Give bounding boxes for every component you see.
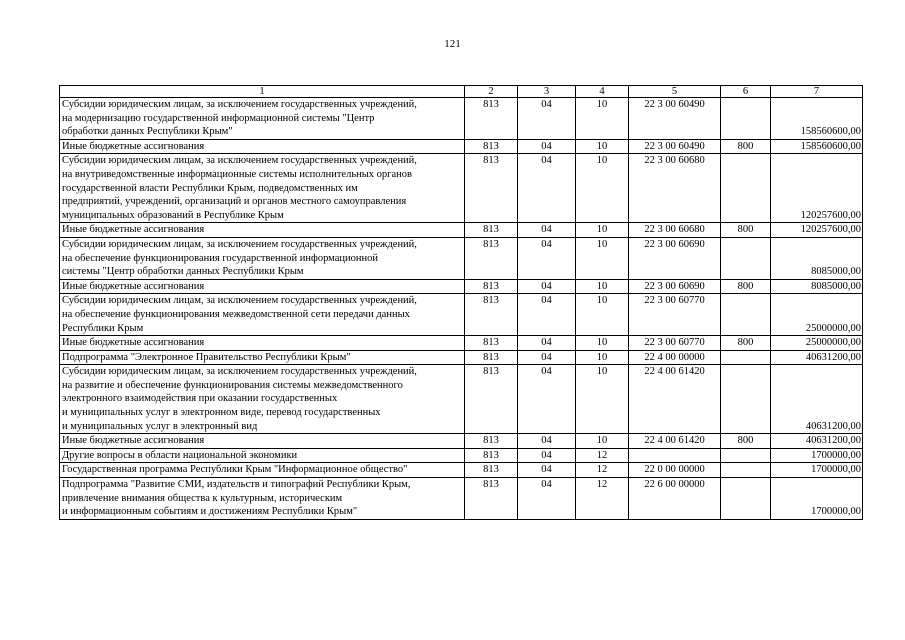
subsection-cell: 10 xyxy=(576,223,629,238)
expense-type-cell xyxy=(721,237,771,279)
expense-type-cell: 800 xyxy=(721,279,771,294)
description-line: на внутриведомственные информационные системы исполнительных органов xyxy=(62,168,412,180)
admin-code-cell: 813 xyxy=(465,350,518,365)
description-line: электронного взаимодействия при оказании государственных xyxy=(62,393,338,405)
row-description xyxy=(60,154,465,223)
description-line: Подпрограмма "Развитие СМИ, издательств и типографий Республики Крым, xyxy=(62,479,411,491)
subsection-cell: 12 xyxy=(576,463,629,478)
admin-code-cell: 813 xyxy=(465,294,518,336)
description-line: муниципальных образований в Республике Крым xyxy=(62,209,284,221)
subsection-cell: 10 xyxy=(576,98,629,140)
amount-cell: 1700000,00 xyxy=(771,478,863,520)
description-line: привлечение внимания общества к культурным, историческим xyxy=(62,492,343,504)
target-article-cell: 22 4 00 61420 xyxy=(629,365,721,434)
expense-type-cell: 800 xyxy=(721,139,771,154)
section-cell: 04 xyxy=(518,223,576,238)
expense-type-cell xyxy=(721,365,771,434)
target-article-cell: 22 3 00 60680 xyxy=(629,223,721,238)
header-cell-6: 6 xyxy=(721,86,771,98)
subsection-cell: 10 xyxy=(576,336,629,351)
admin-code-cell: 813 xyxy=(465,237,518,279)
target-article-cell: 22 3 00 60690 xyxy=(629,279,721,294)
target-article-cell: 22 4 00 00000 xyxy=(629,350,721,365)
amount-cell: 25000000,00 xyxy=(771,336,863,351)
amount-cell: 25000000,00 xyxy=(771,294,863,336)
subsection-cell: 10 xyxy=(576,365,629,434)
table-row xyxy=(60,448,863,463)
admin-code-cell: 813 xyxy=(465,463,518,478)
target-article-cell: 22 3 00 60770 xyxy=(629,336,721,351)
table-row xyxy=(60,294,863,336)
row-description xyxy=(60,294,465,336)
table-row xyxy=(60,463,863,478)
row-description xyxy=(60,139,465,154)
amount-cell: 120257600,00 xyxy=(771,154,863,223)
expense-type-cell: 800 xyxy=(721,223,771,238)
amount-cell: 40631200,00 xyxy=(771,434,863,449)
header-cell-3: 3 xyxy=(518,86,576,98)
expense-type-cell xyxy=(721,154,771,223)
section-cell: 04 xyxy=(518,365,576,434)
description-line: системы "Центр обработки данных Республики Крым xyxy=(62,266,304,278)
description-line: на обеспечение функционирования межведомственной сети передачи данных xyxy=(62,308,410,320)
description-line: Субсидии юридическим лицам, за исключением государственных учреждений, xyxy=(62,366,417,378)
expense-type-cell xyxy=(721,478,771,520)
amount-cell: 1700000,00 xyxy=(771,463,863,478)
description-line: Иные бюджетные ассигнования xyxy=(62,140,205,152)
section-cell: 04 xyxy=(518,463,576,478)
page-number: 121 xyxy=(444,38,461,50)
description-line: государственной власти Республики Крым, подведомственных им xyxy=(62,182,358,194)
table-row xyxy=(60,279,863,294)
expense-type-cell xyxy=(721,463,771,478)
admin-code-cell: 813 xyxy=(465,139,518,154)
description-line: и муниципальных услуг в электронном виде, перевод государственных xyxy=(62,407,381,419)
header-cell-1: 1 xyxy=(60,86,465,98)
target-article-cell: 22 6 00 00000 xyxy=(629,478,721,520)
description-line: Государственная программа Республики Крым "Информационное общество" xyxy=(62,464,408,476)
description-line: Иные бюджетные ассигнования xyxy=(62,337,205,349)
amount-cell: 40631200,00 xyxy=(771,365,863,434)
target-article-cell: 22 3 00 60490 xyxy=(629,139,721,154)
subsection-cell: 10 xyxy=(576,154,629,223)
section-cell: 04 xyxy=(518,294,576,336)
header-cell-2: 2 xyxy=(465,86,518,98)
section-cell: 04 xyxy=(518,139,576,154)
expense-type-cell xyxy=(721,448,771,463)
expense-type-cell xyxy=(721,294,771,336)
expense-type-cell: 800 xyxy=(721,434,771,449)
description-line: Субсидии юридическим лицам, за исключением государственных учреждений, xyxy=(62,155,417,167)
amount-cell: 120257600,00 xyxy=(771,223,863,238)
target-article-cell: 22 4 00 61420 xyxy=(629,434,721,449)
subsection-cell: 10 xyxy=(576,434,629,449)
section-cell: 04 xyxy=(518,448,576,463)
admin-code-cell: 813 xyxy=(465,434,518,449)
description-line: Субсидии юридическим лицам, за исключением государственных учреждений, xyxy=(62,238,417,250)
row-description xyxy=(60,463,465,478)
table-row xyxy=(60,237,863,279)
section-cell: 04 xyxy=(518,336,576,351)
admin-code-cell: 813 xyxy=(465,154,518,223)
description-line: обработки данных Республики Крым" xyxy=(62,126,233,138)
admin-code-cell: 813 xyxy=(465,478,518,520)
header-cell-7: 7 xyxy=(771,86,863,98)
admin-code-cell: 813 xyxy=(465,336,518,351)
row-description xyxy=(60,223,465,238)
admin-code-cell: 813 xyxy=(465,365,518,434)
subsection-cell: 10 xyxy=(576,139,629,154)
table-row xyxy=(60,478,863,520)
expense-type-cell xyxy=(721,350,771,365)
section-cell: 04 xyxy=(518,237,576,279)
description-line: и информационным событиям и достижениям Республики Крым" xyxy=(62,506,358,518)
header-row xyxy=(60,86,863,98)
subsection-cell: 12 xyxy=(576,478,629,520)
subsection-cell: 10 xyxy=(576,294,629,336)
row-description xyxy=(60,448,465,463)
description-line: Другие вопросы в области национальной экономики xyxy=(62,449,298,461)
table-row xyxy=(60,223,863,238)
expense-type-cell xyxy=(721,98,771,140)
row-description xyxy=(60,478,465,520)
table-row xyxy=(60,336,863,351)
subsection-cell: 10 xyxy=(576,237,629,279)
description-line: на развитие и обеспечение функционирования системы межведомственного xyxy=(62,379,403,391)
target-article-cell: 22 3 00 60690 xyxy=(629,237,721,279)
description-line: Субсидии юридическим лицам, за исключением государственных учреждений, xyxy=(62,295,417,307)
target-article-cell: 22 3 00 60680 xyxy=(629,154,721,223)
description-line: на модернизацию государственной информационной системы "Центр xyxy=(62,112,375,124)
row-description xyxy=(60,279,465,294)
section-cell: 04 xyxy=(518,434,576,449)
description-line: Подпрограмма "Электронное Правительство Республики Крым" xyxy=(62,351,351,363)
table-row xyxy=(60,139,863,154)
row-description xyxy=(60,365,465,434)
row-description xyxy=(60,336,465,351)
amount-cell: 158560600,00 xyxy=(771,98,863,140)
table-body xyxy=(60,86,863,520)
subsection-cell: 12 xyxy=(576,448,629,463)
expense-type-cell: 800 xyxy=(721,336,771,351)
description-line: Иные бюджетные ассигнования xyxy=(62,224,205,236)
target-article-cell: 22 0 00 00000 xyxy=(629,463,721,478)
description-line: Иные бюджетные ассигнования xyxy=(62,280,205,292)
section-cell: 04 xyxy=(518,98,576,140)
description-line: Субсидии юридическим лицам, за исключением государственных учреждений, xyxy=(62,99,417,110)
table-row xyxy=(60,365,863,434)
amount-cell: 8085000,00 xyxy=(771,237,863,279)
table-row xyxy=(60,154,863,223)
subsection-cell: 10 xyxy=(576,350,629,365)
description-line: Иные бюджетные ассигнования xyxy=(62,435,205,447)
amount-cell: 40631200,00 xyxy=(771,350,863,365)
amount-cell: 1700000,00 xyxy=(771,448,863,463)
table-row xyxy=(60,434,863,449)
description-line: и муниципальных услуг в электронный вид xyxy=(62,420,258,432)
amount-cell: 8085000,00 xyxy=(771,279,863,294)
target-article-cell xyxy=(629,448,721,463)
header-cell-5: 5 xyxy=(629,86,721,98)
admin-code-cell: 813 xyxy=(465,98,518,140)
subsection-cell: 10 xyxy=(576,279,629,294)
amount-cell: 158560600,00 xyxy=(771,139,863,154)
admin-code-cell: 813 xyxy=(465,223,518,238)
target-article-cell: 22 3 00 60490 xyxy=(629,98,721,140)
table-row xyxy=(60,350,863,365)
row-description xyxy=(60,434,465,449)
admin-code-cell: 813 xyxy=(465,279,518,294)
admin-code-cell: 813 xyxy=(465,448,518,463)
budget-table xyxy=(59,85,863,520)
row-description xyxy=(60,350,465,365)
header-cell-4: 4 xyxy=(576,86,629,98)
description-line: Республики Крым xyxy=(62,322,144,334)
description-line: предприятий, учреждений, организаций и органов местного самоуправления xyxy=(62,196,407,208)
row-description xyxy=(60,237,465,279)
section-cell: 04 xyxy=(518,279,576,294)
section-cell: 04 xyxy=(518,154,576,223)
description-line: на обеспечение функционирования государственной информационной xyxy=(62,252,379,264)
section-cell: 04 xyxy=(518,350,576,365)
table-row xyxy=(60,98,863,140)
target-article-cell: 22 3 00 60770 xyxy=(629,294,721,336)
section-cell: 04 xyxy=(518,478,576,520)
row-description xyxy=(60,98,465,140)
